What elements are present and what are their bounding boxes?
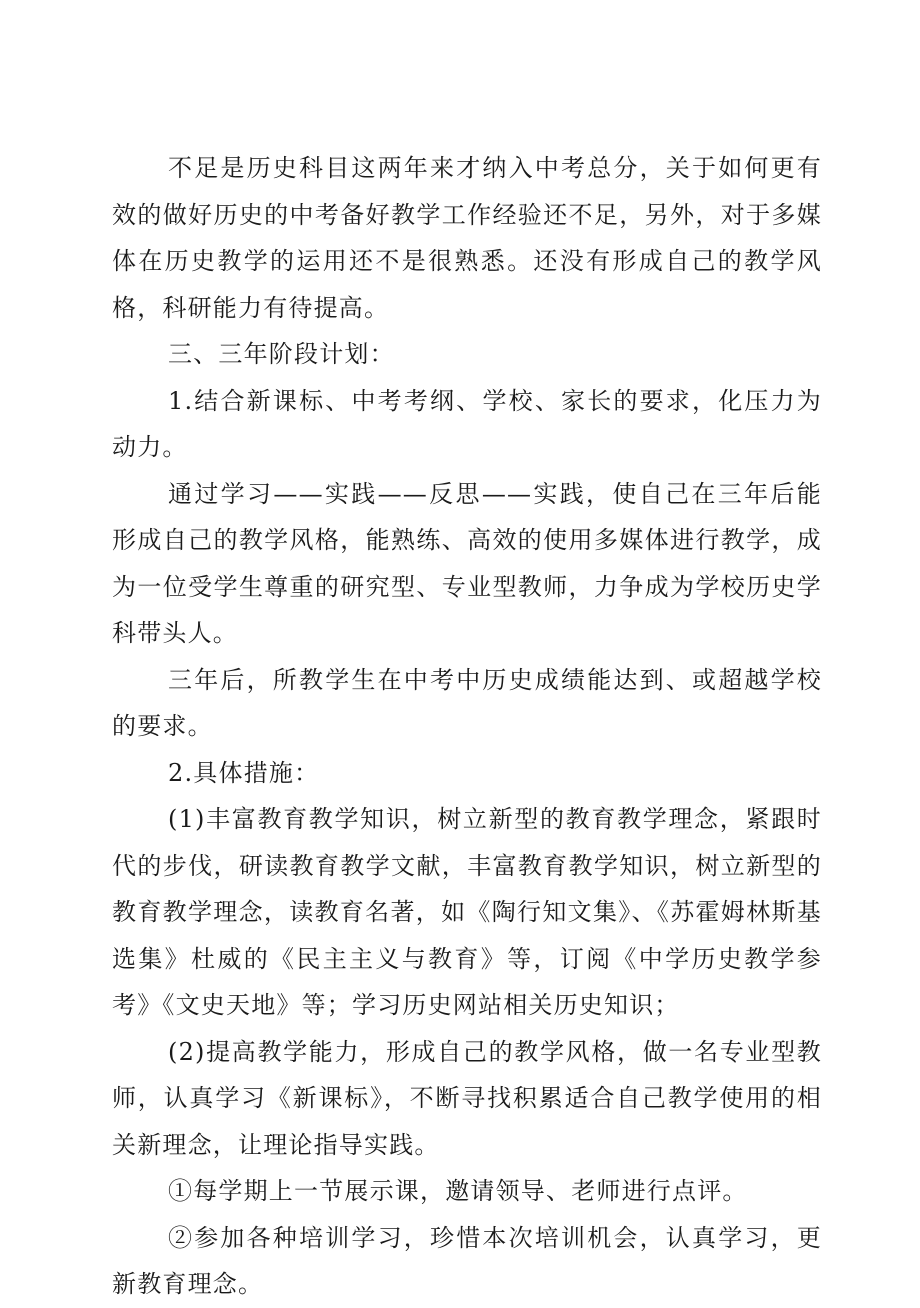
heading-specific-measures: 2.具体措施：: [168, 758, 320, 787]
paragraph-sub-item-1: ①每学期上一节展示课，邀请领导、老师进行点评。: [168, 1177, 748, 1205]
paragraph-measure-2: (2)提高教学能力，形成自己的教学风格，做一名专业型教师，认真学习《新课标》，不断寻找积累适合自己教学使用的相关新理念，让理论指导实践。: [112, 1037, 822, 1159]
paragraph-measure-1: (1)丰富教育教学知识，树立新型的教育教学理念，紧跟时代的步伐，研读教育教学文献，丰富教育教学知识，树立新型的教育教学理念，读教育名著，如《陶行知文集》、《苏霍姆林斯基选集》杜威的《民主主义与教育》等，订阅《中学历史教学参考》《文史天地》等；学习历史网站相关历史知识；: [112, 805, 822, 1019]
paragraph-plan-item-1: 1.结合新课标、中考考纲、学校、家长的要求，化压力为动力。: [112, 386, 822, 461]
paragraph-sub-item-2: ②参加各种培训学习，珍惜本次培训机会，认真学习，更新教育理念。: [112, 1223, 822, 1298]
heading-three-year-plan: 三、三年阶段计划：: [168, 340, 395, 368]
paragraph-goal: 通过学习——实践——反思——实践，使自己在三年后能形成自己的教学风格，能熟练、高效的使用多媒体进行教学，成为一位受学生尊重的研究型、专业型教师，力争成为学校历史学科带头人。: [112, 479, 822, 647]
paragraph-student-goal: 三年后，所教学生在中考中历史成绩能达到、或超越学校的要求。: [112, 665, 822, 740]
paragraph-shortcomings: 不足是历史科目这两年来才纳入中考总分，关于如何更有效的做好历史的中考备好教学工作经验还不足，另外，对于多媒体在历史教学的运用还不是很熟悉。还没有形成自己的教学风格，科研能力有待提高。: [112, 154, 822, 322]
document-body: [112, 145, 822, 1308]
